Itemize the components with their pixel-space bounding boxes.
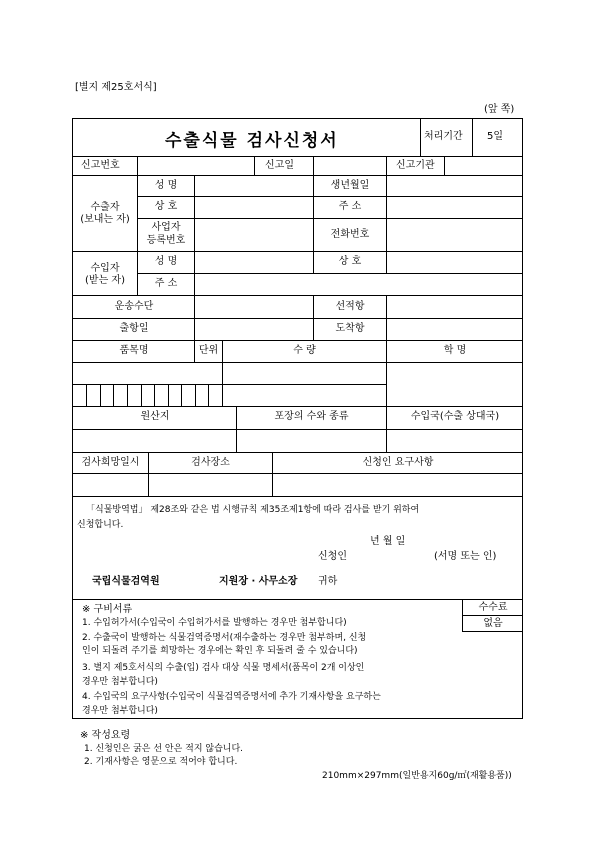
note-item: 2. 기재사항은 영문으로 적어야 합니다.: [84, 757, 238, 767]
exporter-name-label: 성 명: [154, 180, 178, 191]
applicant-label: 신청인: [318, 551, 347, 562]
exporter-label-sub: (보내는 자): [80, 214, 130, 225]
exporter-trade-field[interactable]: [196, 198, 312, 217]
exporter-label: 수출자: [90, 202, 120, 213]
exporter-biz-label-1: 사업자: [151, 222, 181, 233]
transport-means-label: 운송수단: [114, 301, 154, 312]
quantity-label: 수 량: [293, 345, 316, 356]
form-title: 수출식물 검사신청서: [165, 131, 339, 151]
importer-label-sub: (받는 자): [85, 275, 125, 286]
fee-value: 없음: [483, 618, 503, 629]
report-agency-label: 신고기관: [396, 160, 435, 171]
packaging-label: 포장의 수와 종류: [274, 411, 349, 422]
note-item: 1. 신청인은 굵은 선 안은 적지 않습니다.: [84, 744, 244, 754]
departure-date-label: 출항일: [119, 323, 149, 334]
form-number: [별지 제25호서식]: [75, 82, 157, 93]
addressee-suffix: 귀하: [318, 576, 338, 587]
origin-label: 원산지: [140, 411, 170, 422]
exporter-address-label: 주 소: [338, 201, 362, 212]
report-number-label: 신고번호: [81, 160, 120, 171]
statement-line2: 신청합니다.: [77, 520, 124, 530]
signature-label: (서명 또는 인): [434, 551, 497, 562]
inspection-place-field[interactable]: [150, 475, 271, 495]
transport-means-field[interactable]: [196, 297, 312, 317]
import-country-label: 수입국(수출 상대국): [410, 411, 500, 422]
exporter-address-field[interactable]: [388, 198, 522, 217]
arrival-port-label: 도착항: [335, 323, 365, 334]
applicant-request-label: 신청인 요구사항: [362, 457, 434, 468]
unit-label: 단위: [198, 345, 219, 356]
report-date-label: 신고일: [265, 160, 294, 171]
report-date-field[interactable]: [315, 158, 384, 174]
arrival-port-field[interactable]: [388, 320, 522, 339]
document-item: 경우만 첨부합니다): [82, 706, 158, 716]
applicant-request-field[interactable]: [274, 475, 522, 495]
exporter-name-field[interactable]: [196, 177, 312, 195]
inspection-date-field[interactable]: [74, 475, 147, 495]
documents-heading: ※ 구비서류: [82, 604, 133, 615]
packaging-field[interactable]: [238, 431, 385, 451]
import-country-field[interactable]: [388, 431, 522, 451]
document-item: 2. 수출국이 발행하는 식물검역증명서(재수출하는 경우만 첨부하며, 신청: [82, 633, 367, 643]
processing-period-label: 처리기간: [424, 131, 463, 142]
loading-port-field[interactable]: [388, 297, 522, 317]
document-item: 인이 되돌려 주기를 희망하는 경우에는 확인 후 되돌려 줄 수 있습니다): [82, 646, 358, 656]
agency-name: 국립식물검역원: [92, 576, 160, 587]
exporter-birth-label: 생년월일: [330, 180, 370, 191]
scientific-name-label: 학 명: [443, 345, 467, 356]
importer-trade-field[interactable]: [388, 253, 522, 272]
application-date: 년 월 일: [370, 536, 406, 547]
exporter-phone-label: 전화번호: [330, 229, 370, 240]
departure-date-field[interactable]: [196, 320, 312, 339]
importer-name-field[interactable]: [196, 253, 312, 272]
inspection-place-label: 검사장소: [191, 457, 230, 468]
exporter-biz-label-2: 등록번호: [146, 235, 186, 246]
inspection-date-label: 검사희망일시: [81, 457, 140, 468]
office-chief: 지원장 · 사무소장: [219, 576, 298, 587]
importer-address-label: 주 소: [154, 278, 178, 289]
item-name-label: 품목명: [119, 345, 149, 356]
scientific-name-field[interactable]: [388, 364, 522, 405]
report-number-field[interactable]: [139, 158, 252, 174]
processing-period-value: 5일: [487, 131, 504, 142]
quantity-field[interactable]: [224, 364, 385, 405]
importer-trade-label: 상 호: [338, 256, 362, 267]
loading-port-label: 선적항: [335, 301, 365, 312]
statement-line1: 「식물방역법」 제28조와 같은 법 시행규칙 제35조제1항에 따라 검사를 받기 위하여: [86, 505, 420, 515]
fee-label: 수수료: [478, 602, 508, 613]
importer-name-label: 성 명: [154, 256, 178, 267]
document-item: 1. 수입허가서(수입국이 수입허가서를 발행하는 경우만 첨부합니다): [82, 618, 347, 628]
document-item: 3. 별지 제5호서식의 수출(입) 검사 대상 식물 명세서(품목이 2개 이상인: [82, 663, 365, 673]
item-name-field[interactable]: [74, 364, 221, 383]
signature-field[interactable]: [360, 549, 430, 563]
exporter-phone-field[interactable]: [388, 220, 522, 250]
page-side: (앞 쪽): [484, 104, 515, 115]
importer-address-field[interactable]: [196, 275, 522, 294]
paper-spec: 210mm×297mm(일반용지60g/㎡(재활용품)): [322, 771, 512, 781]
origin-field[interactable]: [74, 431, 235, 451]
notes-heading: ※ 작성요령: [80, 730, 131, 741]
exporter-birth-field[interactable]: [388, 177, 522, 195]
report-agency-field[interactable]: [446, 158, 521, 174]
exporter-trade-label: 상 호: [154, 201, 178, 212]
importer-label: 수입자: [90, 263, 120, 274]
document-item: 경우만 첨부합니다): [82, 677, 158, 687]
exporter-biz-field[interactable]: [196, 220, 312, 250]
document-item: 4. 수입국의 요구사항(수입국이 식물검역증명서에 추가 기재사항을 요구하는: [82, 692, 381, 702]
